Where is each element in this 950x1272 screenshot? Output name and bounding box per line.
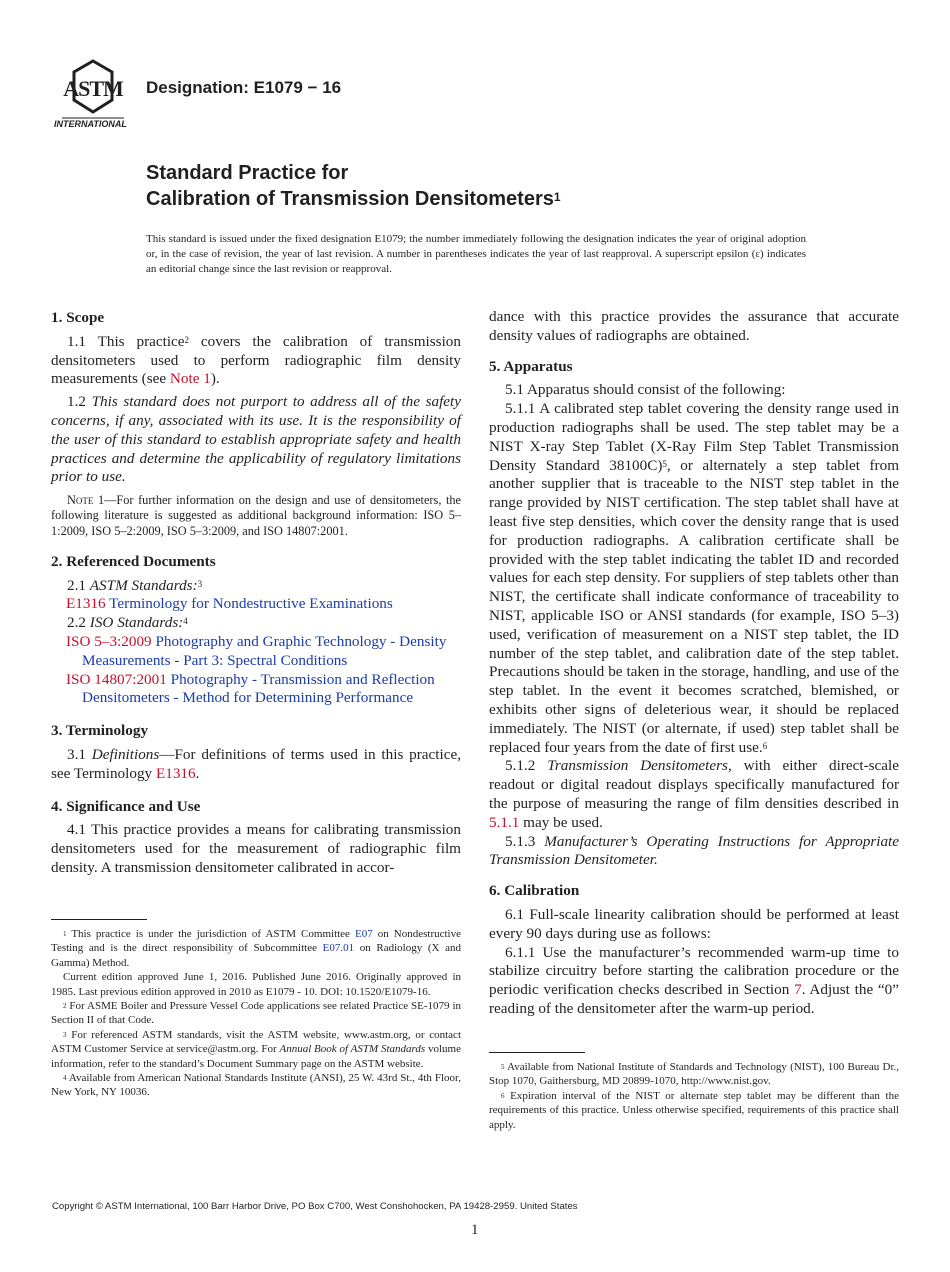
svg-text:ASTM: ASTM <box>63 76 123 101</box>
footnote-2: $^2$ For ASME Boiler and Pressure Vessel Code applications see related Practice SE-1079 in Section II of that Code. <box>51 1000 461 1027</box>
footnote-1: $^1$ This practice is under the jurisdiction of ASTM Committee E07 on Nondestructive Testing and is the direct responsibility of Subcommittee E07.01 on Radiology (X and Gamma) Method. <box>51 928 461 969</box>
footnote-6: $^6$ Expiration interval of the NIST or alternate step tablet may be different than the requirements of this practice. Unless otherwise specified, requirements of this practice shall apply. <box>489 1089 899 1131</box>
para-5-1-2: 5.1.2 Transmission Densitometers, with either direct-scale readout or digital readout displays specifically manufactured for the purpose of measuring the range of film densities described in 5.1.1 may be used. <box>489 757 899 831</box>
left-column <box>51 309 461 878</box>
standard-notice: This standard is issued under the fixed designation E1079; the number immediately following the designation indicates the year of original adoption or, in the case of revision, the year of last revision. A number in parentheses indicates the year of last reapproval. A superscript epsilon (ε) indicates an editorial change since the last revision or reapproval. <box>146 233 806 275</box>
section-3-heading: 3. Terminology <box>51 722 149 740</box>
section-7-link[interactable]: 7 <box>794 981 802 999</box>
note-1-link[interactable]: Note 1 <box>169 370 211 388</box>
footnote-ref-5[interactable]: 5 <box>662 458 667 469</box>
para-5-1: 5.1 Apparatus should consist of the following: <box>505 381 786 399</box>
footnotes-left <box>51 927 461 1100</box>
footnote-ref-4[interactable]: 4 <box>183 616 188 627</box>
copyright-notice: Copyright © ASTM International, 100 Barr Harbor Drive, PO Box C700, West Conshohocken, PA 19428-2959. United States <box>52 1201 578 1212</box>
right-column <box>489 308 899 1019</box>
note-1: Note 1—For further information on the design and use of densitometers, the following literature is suggested as additional background information: ISO 5–1:2009, ISO 5–2:2009, ISO 5–3:2009, and ISO 14807:2001. <box>51 493 461 538</box>
footnote-5: $^5$ Available from National Institute of Standards and Technology (NIST), 100 Bureau Dr., Stop 1070, Gaithersburg, MD 20899-1070, http://www.nist.gov. <box>489 1061 899 1088</box>
footnote-ref-6[interactable]: 6 <box>762 740 768 751</box>
reference-iso-14807[interactable]: ISO 14807:2001 Photography - Transmission and Reflection Densitometers - Method for Determining Performance <box>66 670 435 707</box>
section-5-heading: 5. Apparatus <box>489 357 573 375</box>
reference-e1316[interactable]: E1316 Terminology for Nondestructive Examinations <box>66 595 393 613</box>
section-1-heading: 1. Scope <box>51 309 105 326</box>
section-5-1-1-link[interactable]: 5.1.1 <box>489 813 520 831</box>
para-3-1: 3.1 Definitions—For definitions of terms used in this practice, see Terminology E1316. <box>51 745 462 782</box>
para-5-1-1: 5.1.1 A calibrated step tablet covering the density range used in production radiographs shall be used. The step tablet may be a NIST X-ray Step Tablet (X-Ray Film Step Tablet Transmission Density Standard 38100C)$^5$, or alternately a step tablet from another supplier that is traceable to the NIST step tablet in the range provided by NIST certification. The step tablet shall have at least five step densities, which cover the density range that is used for production radiographs. A calibration certificate shall be provided with the step tablet indicating the tablet ID and recorded values for each step density. For suppliers of step tablets other than NIST, the certificate shall indicate conformance of traceability to NIST, applicable ISO or ANSI standards (for example, ISO 5–3) used, verification of measurement on a NIST step tablet, the ID number of the step tablet, and calibration date of the step tablet. Precautions should be taken in the storage, handling, and use of the step tablet. In the event it becomes scratched, blemished, or exhibits other signs of deleterious wear, it should be replaced immediately. The NIST (or alternate, if used) step tablet shall be replaced four years from the date of first use.$^6$ <box>489 400 900 756</box>
para-6-1-1: 6.1.1 Use the manufacturer’s recommended warm-up time to stabilize circuitry before starting the calibration procedure or the periodic verification checks described in Section 7. Adjust the “0” reading of the densitometer after the warm-up period. <box>489 943 900 1017</box>
para-6-1: 6.1 Full-scale linearity calibration should be performed at least every 90 days during use as follows: <box>489 905 899 942</box>
page-number: 1 <box>471 1222 479 1238</box>
para-1-1: 1.1 This practice$^2$ covers the calibration of transmission densitometers used to perform radiographic film density measurements (see Note 1). <box>51 332 461 388</box>
para-2-2: 2.2 ISO Standards:$^4$ <box>67 614 188 632</box>
e1316-link[interactable]: E1316 <box>155 764 196 782</box>
logo-wordmark: INTERNATIONAL <box>54 119 127 129</box>
title-footnote-ref[interactable]: 1 <box>553 190 561 204</box>
title-line-1: Standard Practice for <box>146 162 349 184</box>
footnote-1-edition: Current edition approved June 1, 2016. Published June 2016. Originally approved in 1985. Last previous edition approved in 2010 as E1079 - 10. DOI: 10.1520/E1079-16. <box>51 971 461 998</box>
title-line-2: Calibration of Transmission Densitometers$^1$ <box>146 188 561 210</box>
section-2-heading: 2. Referenced Documents <box>51 552 216 570</box>
para-2-1: 2.1 ASTM Standards:$^3$ <box>67 576 203 594</box>
footnote-ref-2[interactable]: 2 <box>184 334 190 345</box>
footnote-ref-3[interactable]: 3 <box>197 578 203 589</box>
para-4-1-continued: dance with this practice provides the assurance that accurate density values of radiographs are obtained. <box>489 308 899 344</box>
section-6-heading: 6. Calibration <box>489 882 580 900</box>
footnote-4: $^4$ Available from American National Standards Institute (ANSI), 25 W. 43rd St., 4th Floor, New York, NY 10036. <box>51 1072 461 1099</box>
para-5-1-3: 5.1.3 Manufacturer’s Operating Instructions for Appropriate Transmission Densitometer. <box>489 832 900 869</box>
footnotes-right <box>489 1060 899 1132</box>
para-1-2: 1.2 This standard does not purport to address all of the safety concerns, if any, associated with its use. It is the responsibility of the user of this standard to establish appropriate safety and health practices and determine the applicability of regulatory limitations prior to use. <box>51 393 462 486</box>
reference-iso-5-3[interactable]: ISO 5–3:2009 Photography and Graphic Technology - Density Measurements - Part 3: Spectral Conditions <box>66 632 447 669</box>
footnote-divider-left <box>51 919 147 920</box>
document-title <box>146 160 561 212</box>
section-4-heading: 4. Significance and Use <box>51 797 201 815</box>
footnote-3: $^3$ For referenced ASTM standards, visit the ASTM website, www.astm.org, or contact ASTM Customer Service at service@astm.org. For Annual Book of ASTM Standards volume information, refer to the standard’s Document Summary page on the ASTM website. <box>51 1028 461 1070</box>
footnote-divider-right <box>489 1052 585 1053</box>
designation: Designation: E1079 − 16 <box>146 78 342 97</box>
para-4-1: 4.1 This practice provides a means for calibrating transmission densitometers used for the measurement of radiographic film density. A transmission densitometer calibrated in accor- <box>51 821 461 876</box>
committee-e07-link[interactable]: E07 <box>354 928 373 940</box>
subcommittee-e07-01-link[interactable]: E07.01 <box>322 942 355 955</box>
astm-logo <box>52 58 134 132</box>
